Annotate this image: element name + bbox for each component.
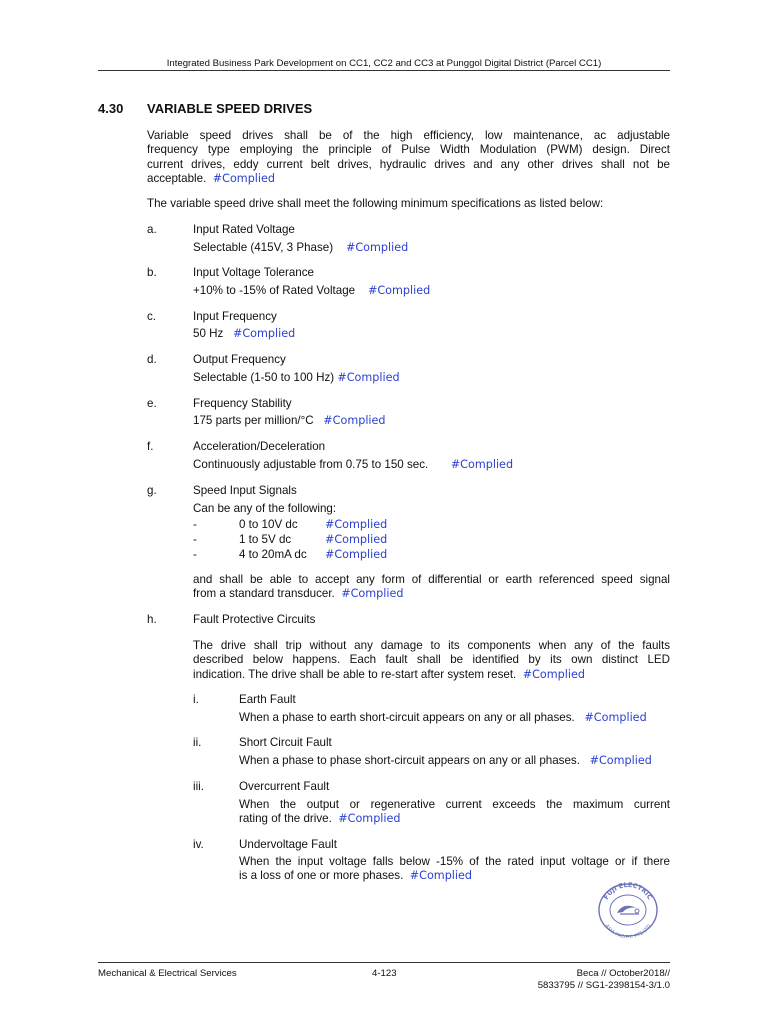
signal-dash: - [193, 518, 197, 531]
fault-detail-text: When a phase to earth short-circuit appears on any or all phases. [239, 711, 575, 724]
stamp-top-text: FUJI ELECTRIC [602, 882, 654, 902]
item-detail [193, 327, 295, 340]
footer-page-number: 4-123 [372, 968, 397, 979]
company-stamp-seal [596, 882, 660, 938]
item-detail: Can be any of the following: [193, 502, 337, 515]
intro-line: acceptable. [147, 172, 207, 186]
footer-section: Mechanical & Electrical Services [98, 968, 237, 979]
complied-comment: #Complied [338, 812, 401, 826]
fault-title: Short Circuit Fault [239, 736, 332, 749]
signal-item [239, 548, 387, 561]
item-label: f. [147, 440, 154, 453]
signal-dash: - [193, 548, 197, 561]
item-label: h. [147, 613, 157, 626]
signal-item [239, 518, 387, 531]
item-title: Input Frequency [193, 310, 277, 323]
svg-text:FUJI ELECTRIC [602, 882, 654, 901]
fault-title: Undervoltage Fault [239, 838, 337, 851]
item-detail [193, 458, 513, 471]
fault-detail-text: When a phase to phase short-circuit appears on any or all phases. [239, 754, 580, 767]
item-title: Input Voltage Tolerance [193, 266, 314, 279]
fault-detail-paragraph [239, 798, 670, 827]
item-label: g. [147, 484, 157, 497]
fault-title: Earth Fault [239, 693, 296, 706]
spec-intro: The variable speed drive shall meet the following minimum specifications as listed below: [147, 197, 604, 210]
item-label: a. [147, 223, 157, 236]
fault-detail-line: When the output or regenerative current exceeds the maximum current [239, 798, 670, 811]
intro-paragraph [147, 129, 670, 187]
item-title: Output Frequency [193, 353, 286, 366]
fault-label: iii. [193, 780, 204, 793]
fault-detail-line: When the input voltage falls below -15% of the rated input voltage or if there [239, 855, 670, 868]
signal-text: 4 to 20mA dc [239, 548, 307, 561]
intro-line: Variable speed drives shall be of the high efficiency, low maintenance, ac adjustable [147, 129, 670, 142]
signals-after-line: from a standard transducer. [193, 587, 335, 601]
complied-comment: #Complied [368, 284, 431, 297]
complied-comment: #Complied [345, 241, 409, 254]
item-title: Fault Protective Circuits [193, 613, 316, 626]
item-detail-text: 175 parts per million/°C [193, 414, 314, 427]
item-title: Frequency Stability [193, 397, 292, 410]
complied-comment: #Complied [325, 518, 388, 531]
item-title: Speed Input Signals [193, 484, 297, 497]
signals-after-line: and shall be able to accept any form of differential or earth referenced speed signal [193, 573, 670, 586]
intro-line: current drives, eddy current belt drives, hydraulic drives and any other drives shall not be [147, 157, 670, 171]
signals-after-paragraph [193, 573, 670, 602]
fault-detail-line-last [239, 812, 670, 826]
fault-detail [239, 754, 652, 767]
fault-intro-line: indication. The drive shall be able to re-start after system reset. [193, 667, 517, 681]
fault-intro-paragraph [193, 639, 670, 682]
item-label: d. [147, 353, 157, 366]
signal-dash: - [193, 533, 197, 546]
item-label: c. [147, 310, 157, 323]
complied-comment: #Complied [522, 667, 585, 681]
fault-detail-line: rating of the drive. [239, 812, 332, 826]
fault-detail [239, 711, 647, 724]
item-title: Input Rated Voltage [193, 223, 295, 236]
item-label: e. [147, 397, 157, 410]
complied-comment: #Complied [409, 869, 473, 883]
item-detail-text: Continuously adjustable from 0.75 to 150 sec. [193, 458, 429, 471]
footer-rule [98, 962, 670, 963]
complied-comment: #Complied [325, 548, 388, 561]
signal-text: 0 to 10V dc [239, 518, 298, 531]
complied-comment: #Complied [584, 711, 647, 724]
intro-line: frequency type employing the principle of Pulse Width Modulation (PWM) design. Direct [147, 143, 670, 157]
footer-reference-line: 5833795 // SG1-2398154-3/1.0 [537, 979, 670, 991]
intro-line-last [147, 172, 670, 186]
item-detail [193, 284, 430, 297]
header-rule [98, 70, 670, 71]
complied-comment: #Complied [589, 754, 652, 767]
fault-label: iv. [193, 838, 204, 851]
fault-label: ii. [193, 736, 202, 749]
fault-intro-line: described below happens. Each fault shall be identified by its own distinct LED [193, 653, 670, 667]
item-detail-text: +10% to -15% of Rated Voltage [193, 284, 356, 297]
fault-intro-line: The drive shall trip without any damage to its components when any of the faults [193, 639, 670, 652]
complied-comment: #Complied [337, 371, 400, 384]
signal-text: 1 to 5V dc [239, 533, 292, 546]
item-detail [193, 371, 400, 384]
item-detail-text: Selectable (1-50 to 100 Hz) [193, 371, 335, 384]
fault-detail-line: is a loss of one or more phases. [239, 869, 404, 883]
complied-comment: #Complied [325, 533, 388, 546]
complied-comment: #Complied [212, 172, 275, 186]
fault-title: Overcurrent Fault [239, 780, 330, 793]
item-label: b. [147, 266, 157, 279]
fault-intro-line-last [193, 668, 670, 682]
item-detail-text: 50 Hz [193, 327, 224, 340]
stamp-bottom-text: ASIA PACIFIC PTE LTD [603, 923, 653, 938]
footer-reference-line: Beca // October2018// [576, 968, 670, 979]
item-detail [193, 414, 386, 427]
document-header: Integrated Business Park Development on CC1, CC2 and CC3 at Punggol Digital District (Parcel CC1) [166, 58, 602, 69]
item-detail-text: Selectable (415V, 3 Phase) [193, 241, 334, 254]
signal-item [239, 533, 387, 546]
complied-comment: #Complied [450, 458, 514, 471]
signals-after-line-last [193, 587, 670, 601]
complied-comment: #Complied [323, 414, 386, 427]
complied-comment: #Complied [232, 327, 296, 340]
fault-detail-paragraph [239, 855, 670, 884]
section-title: VARIABLE SPEED DRIVES [147, 101, 313, 116]
section-number: 4.30 [98, 101, 124, 116]
item-title: Acceleration/Deceleration [193, 440, 326, 453]
footer-reference [538, 968, 670, 991]
item-detail [193, 241, 408, 254]
complied-comment: #Complied [341, 587, 404, 601]
fault-label: i. [193, 693, 199, 706]
stamp-logo-icon [617, 906, 639, 914]
